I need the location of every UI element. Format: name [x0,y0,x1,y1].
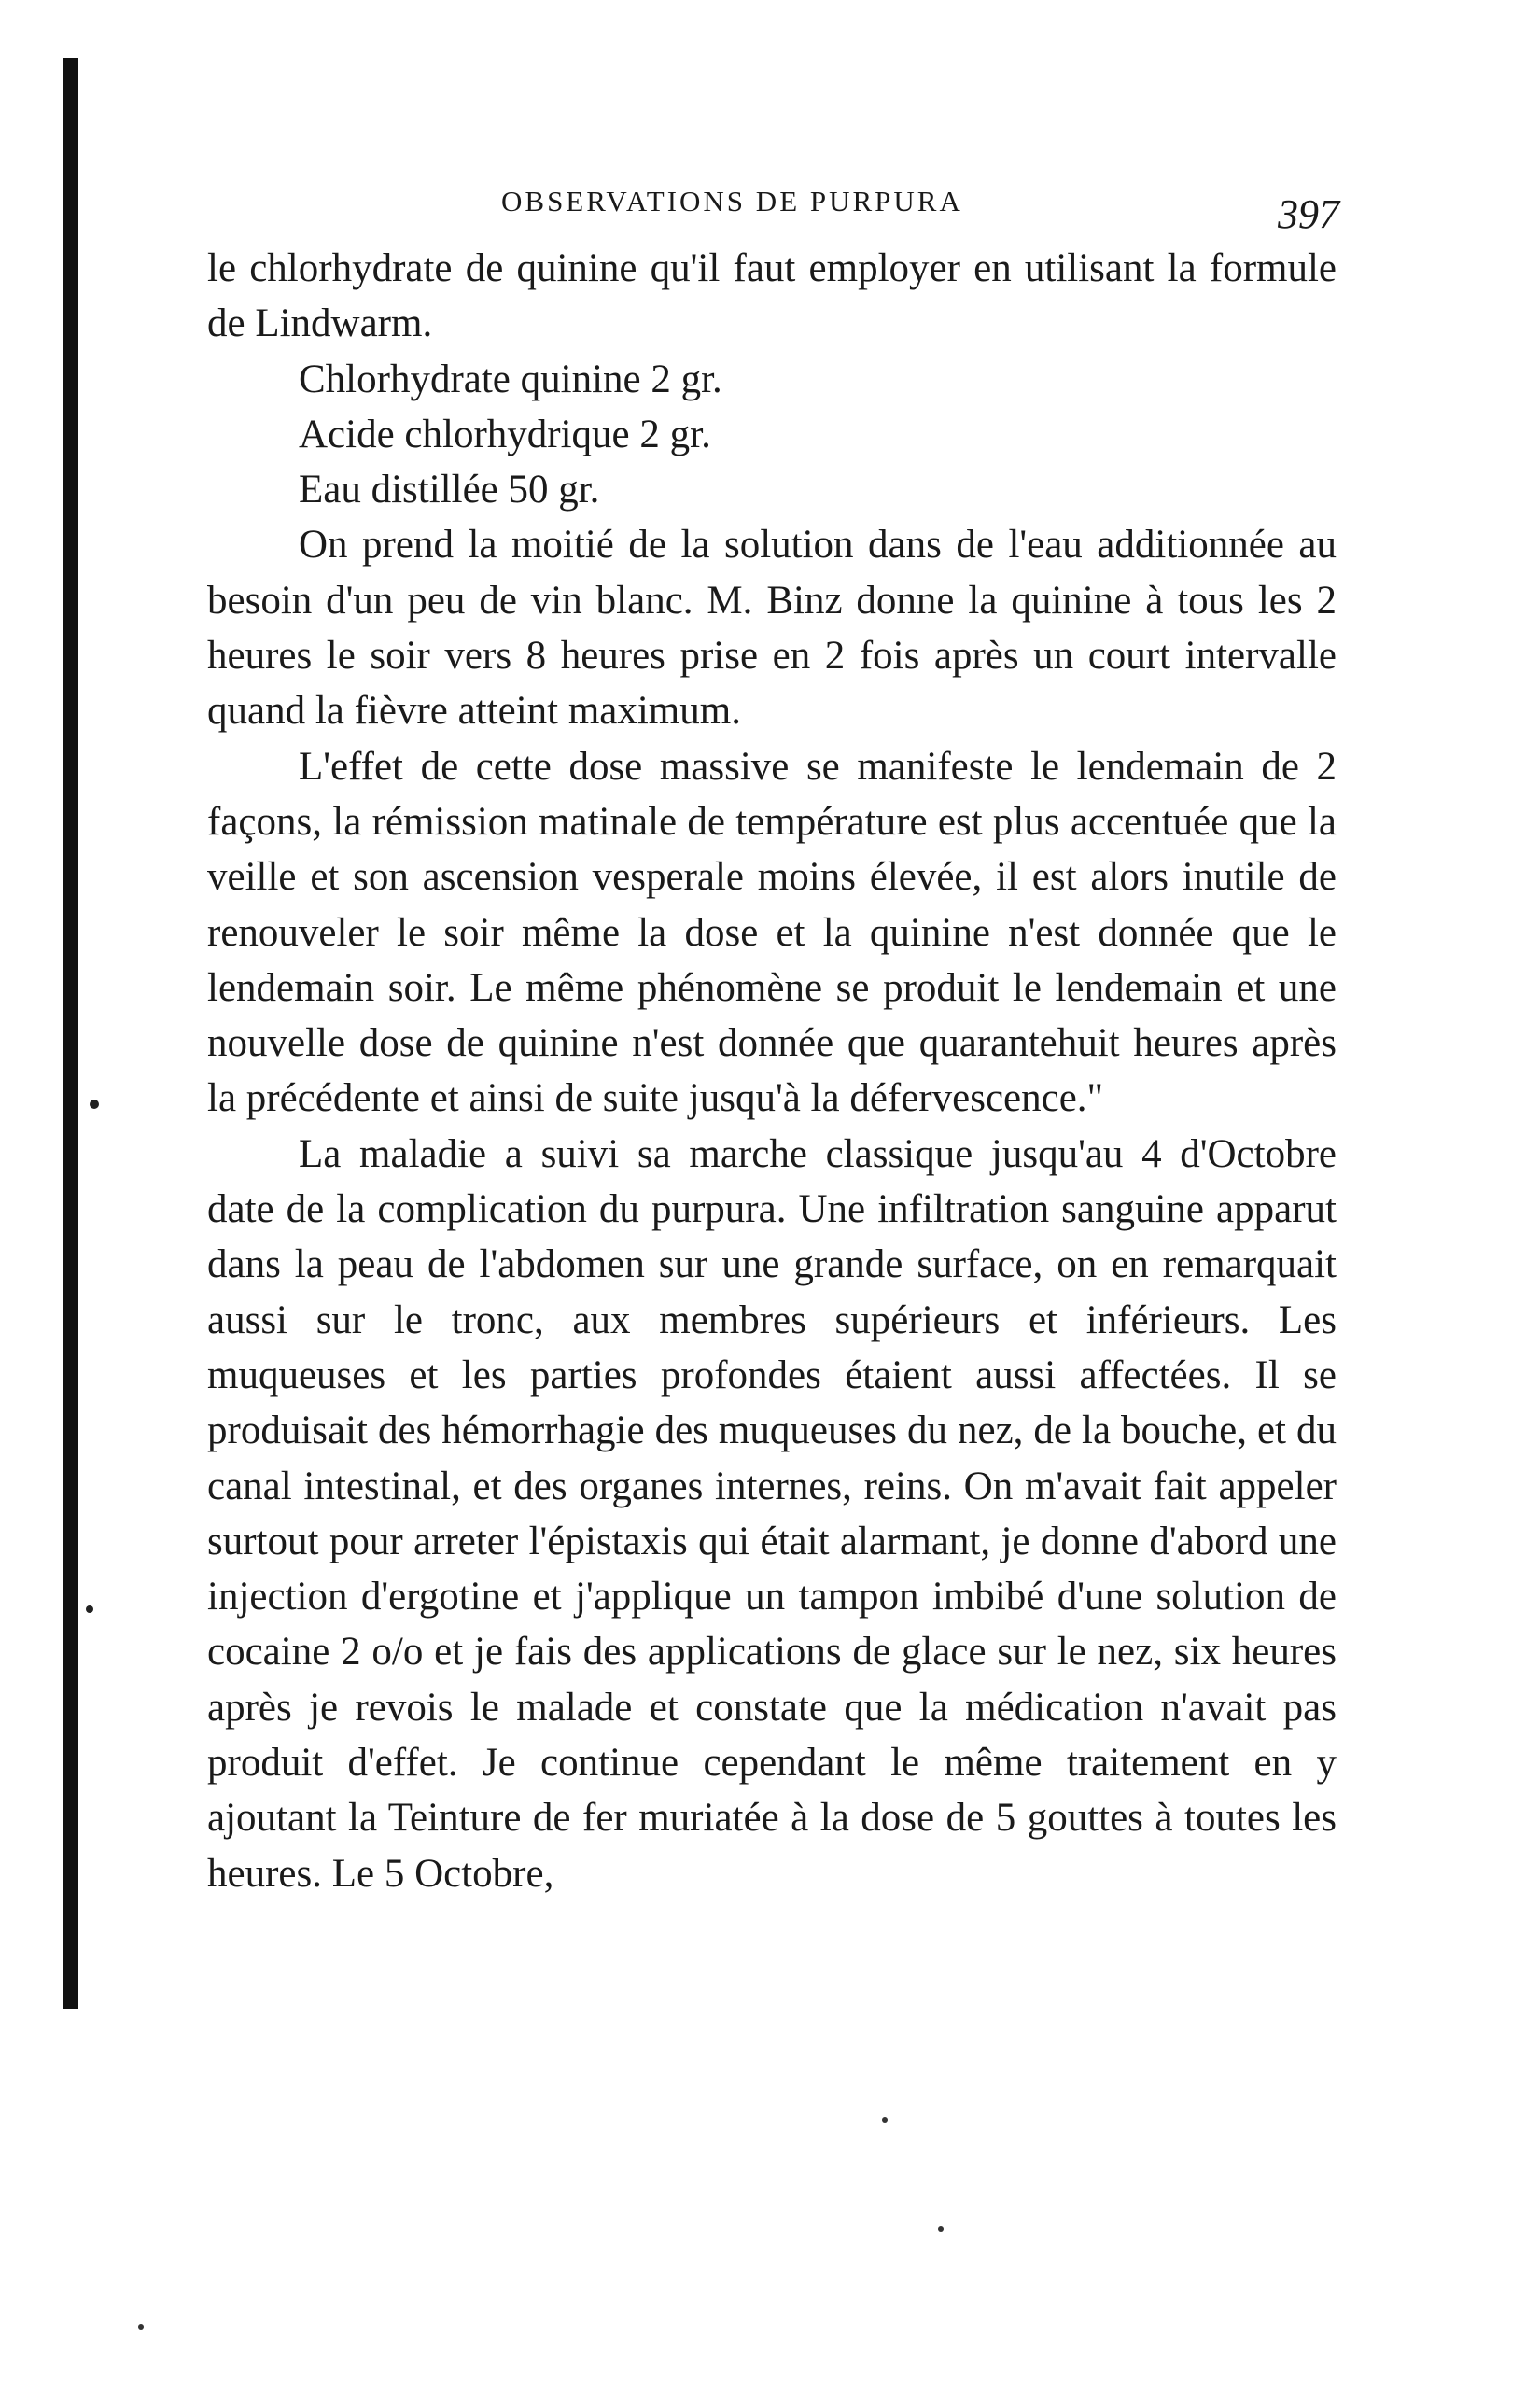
formula-line: Chlorhydrate quinine 2 gr. [299,357,722,401]
running-title: OBSERVATIONS DE PURPURA [501,185,963,217]
formula-line: Eau distillée 50 gr. [299,468,600,512]
page-number: 397 [1278,191,1339,237]
scan-speck [90,1100,99,1109]
scan-speck [882,2117,888,2123]
paragraph-continuation: le chlorhydrate de quinine qu'il faut employer en utilisant la formule de Lindwarm. [207,246,1337,346]
paragraph-quote-end: L'effet de cette dose massive se manifeste le lendemain de 2 façons, la rémission matinale de température est plus accentuée que la veille et son ascension vesperale moins élevée, il est alors inutile de renouveler le soir même la dose et la quinine n'est donnée que le lendemain soir. Le même phénomène se produit le lendemain et une nouvelle dose de quinine n'est donnée que quarantehuit heures après la précédente et ainsi de suite jusqu'à la défervescence." [207,744,1337,1121]
scan-speck [138,2324,144,2330]
formula-line: Acide chlorhydrique 2 gr. [299,412,711,456]
paragraph: La maladie a suivi sa marche classique jusqu'au 4 d'Octobre date de la complication du purpura. Une infiltration sanguine apparut dans la peau de l'abdomen sur une grande surface, on en remarquait aussi sur le tronc, aux membres supérieurs et inférieurs. Les muqueuses et les parties profondes étaient aussi affectées. Il se produisait des hémorrhagie des muqueuses du nez, de la bouche, et du canal intestinal, et des organes internes, reins. On m'avait fait appeler surtout pour arreter l'épistaxis qui était alarmant, je donne d'abord une injection d'ergotine et j'applique un tampon imbibé d'une solution de cocaine 2 o/o et je fais des applications de glace sur le nez, six heures après je revois le malade et constate que la médication n'avait pas produit d'effet. Je continue cependant le même traitement en y ajoutant la Teinture de fer muriatée à la dose de 5 gouttes à toutes les heures. Le 5 Octobre, [207,1131,1337,1896]
page-header [210,183,1349,239]
scan-speck [86,1605,93,1613]
page-body [207,241,1337,1901]
scan-speck [938,2226,944,2232]
binding-edge-shadow [63,58,78,2009]
paragraph: On prend la moitié de la solution dans de l'eau additionnée au besoin d'un peu de vin blanc. M. Binz donne la quinine à tous les 2 heures le soir vers 8 heures prise en 2 fois après un court intervalle quand la fièvre atteint maximum. [207,523,1337,734]
